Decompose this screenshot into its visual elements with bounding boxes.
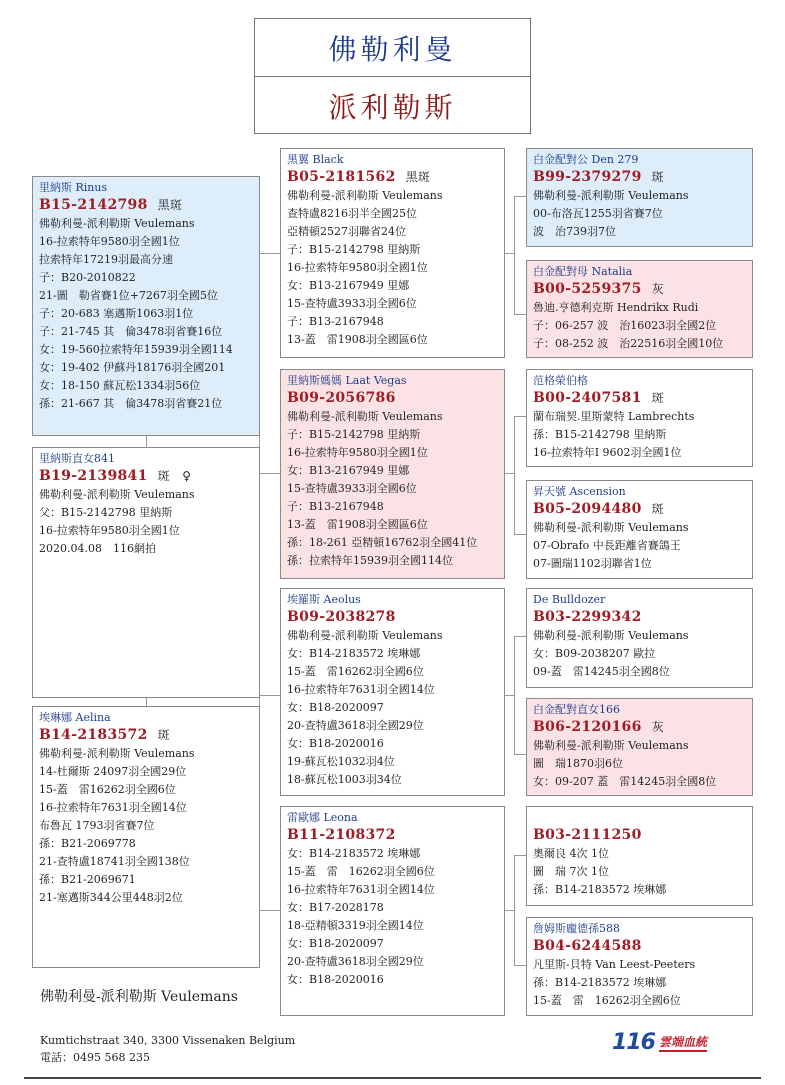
connector-line [505,695,515,696]
info-line: 佛勒利曼-派利勒斯 Veulemans [39,217,195,230]
connector-line [146,698,147,706]
pigeon-card-ggs-7[interactable] [526,806,753,906]
info-line: 孫：18-261 亞精頓16762羽全國41位 [287,536,478,549]
info-line: 19-蘇瓦松1032羽4位 [287,755,395,768]
info-line: 21-查特盧18741羽全國138位 [39,855,190,868]
ring-number: B06-2120166 灰 [533,719,664,735]
ring-number: B00-2407581 斑 [533,390,664,406]
info-line: 亞精頓2527羽聯省24位 [287,225,406,238]
pigeon-name: 白金配對母 Natalia [533,265,633,278]
info-line: 蘭布瑞契.里斯蒙特 Lambrechts [533,410,695,423]
info-line: 拉索特年17219羽最高分速 [39,253,173,266]
info-line: 16-拉索特年I 9602羽全國1位 [533,446,682,459]
info-line: 16-拉索特年7631羽全國14位 [287,683,435,696]
info-line: 女：B14-2183572 埃琳娜 [287,847,421,860]
info-line: 子：06-257 波 治16023羽全國2位 [533,319,717,332]
info-line: 子：B20-2010822 [39,271,136,284]
info-line: 佛勒利曼-派利勒斯 Veulemans [287,410,443,423]
connector-line [514,196,526,197]
info-line: 父：B15-2142798 里納斯 [39,506,173,519]
header-title-bottom: 派利勒斯 [328,90,457,124]
ring-number: B09-2056786 [287,390,396,406]
info-line: 20-查特盧3618羽全國29位 [287,719,424,732]
info-line: 佛勒利曼-派利勒斯 Veulemans [533,629,689,642]
info-line: 女：18-150 蘇瓦松1334羽56位 [39,379,201,392]
info-line: 女：B17-2028178 [287,901,384,914]
info-line: 凡里斯-貝特 Van Leest-Peeters [533,958,696,971]
info-line: 子：08-252 波 治22516羽全國10位 [533,337,724,350]
info-line: 佛勒利曼-派利勒斯 Veulemans [533,189,689,202]
ring-number: B03-2111250 [533,827,642,843]
info-line: 2020.04.08 116網拍 [39,542,156,555]
info-line: 奧爾良 4次 1位 [533,847,609,860]
connector-line [259,253,280,254]
pigeon-color: 斑 [651,391,664,405]
info-line: 09-蓋 雷14245羽全國8位 [533,665,670,678]
pigeon-color: 斑 ♀ [157,469,192,483]
info-line: 16-拉索特年7631羽全國14位 [39,801,187,814]
ring-number: B05-2181562 黑斑 [287,169,431,185]
info-line: 女：B09-2038207 歐拉 [533,647,656,660]
info-line: 布魯瓦 1793羽省賽7位 [39,819,155,832]
ring-number: B09-2038278 [287,609,396,625]
info-line: 18-蘇瓦松1003羽34位 [287,773,402,786]
ring-number: B04-6244588 [533,938,642,954]
info-line: 子：B13-2167948 [287,315,384,328]
info-line: 16-拉索特年9580羽全國1位 [39,524,180,537]
pigeon-color: 黑斑 [405,170,431,184]
connector-line [514,855,526,856]
info-line: 女：09-207 蓋 雷14245羽全國8位 [533,775,717,788]
breeder-name: 佛勒利曼-派利勒斯 Veulemans [40,989,238,1005]
info-line: 子：20-683 塞邁斯1063羽1位 [39,307,194,320]
connector-line [259,695,280,696]
info-line: 孫：B14-2183572 埃琳娜 [533,976,667,989]
info-line: 子：B15-2142798 里納斯 [287,243,421,256]
connector-line [514,534,526,535]
info-line: 魯迪.亨德利克斯 Hendrikx Rudi [533,301,699,314]
pigeon-name: 埃琳娜 Aelina [39,711,111,724]
connector-line [505,253,515,254]
pigeon-name: 里納斯直女841 [39,452,115,465]
info-line: 07-Obrafo 中長距離省賽鴿王 [533,539,681,552]
pedigree-header [254,18,531,134]
pigeon-card-sire-dam[interactable] [280,369,505,579]
pigeon-name: 里納斯媽媽 Laat Vegas [287,374,407,387]
info-line: 孫：B21-2069671 [39,873,136,886]
info-line: 16-拉索特年9580羽全國1位 [287,446,428,459]
info-line: 13-蓋 雷1908羽全國區6位 [287,333,428,346]
logo-text: 雲端血統 [659,1033,707,1052]
ring-number: B00-5259375 灰 [533,281,664,297]
pigeon-card-ggs-5[interactable] [526,588,753,688]
connector-line [514,314,526,315]
info-line: 07-圖瑞1102羽聯省1位 [533,557,652,570]
pigeon-card-ggs-3[interactable] [526,369,753,467]
pigeon-name: 詹姆斯龐德孫588 [533,922,620,935]
info-line: 13-蓋 雷1908羽全國區6位 [287,518,428,531]
pigeon-card-sire[interactable] [32,176,260,436]
ring-number: B99-2379279 斑 [533,169,664,185]
info-line: 子：B15-2142798 里納斯 [287,428,421,441]
connector-line [514,965,526,966]
info-line: 波 治739羽7位 [533,225,616,238]
pigeon-name: 白金配對公 Den 279 [533,153,639,166]
info-line: 孫：21-667 其 倫3478羽省賽21位 [39,397,223,410]
breeder-phone: 電話：0495 568 235 [40,1051,150,1064]
info-line: 查特盧8216羽半全國25位 [287,207,417,220]
pigeon-card-dam-sire[interactable] [280,588,505,796]
breeder-address: Kumtichstraat 340, 3300 Vissenaken Belgium [40,1034,296,1047]
info-line: 女：B13-2167949 里娜 [287,464,410,477]
info-line: 21-塞邁斯344公里448羽2位 [39,891,183,904]
pigeon-card-subject[interactable] [32,447,260,698]
info-line: 21-圖 勒省賽1位+7267羽全國5位 [39,289,218,302]
info-line: 女：B18-2020097 [287,937,384,950]
info-line: 女：B13-2167949 里娜 [287,279,410,292]
info-line: 女：B18-2020016 [287,973,384,986]
info-line: 女：19-560拉索特年15939羽全國114 [39,343,233,356]
info-line: 圖 瑞1870羽6位 [533,757,623,770]
connector-line [514,196,515,314]
info-line: 16-拉索特年7631羽全國14位 [287,883,435,896]
info-line: 15-蓋 雷16262羽全國6位 [287,665,424,678]
pigeon-name: 里納斯 Rinus [39,181,108,194]
info-line: 15-蓋 雷 16262羽全國6位 [533,994,681,1007]
ring-number: B15-2142798 黑斑 [39,197,183,213]
pigeon-card-sire-sire[interactable] [280,148,505,358]
info-line: 女：B14-2183572 埃琳娜 [287,647,421,660]
pigeon-color: 灰 [651,720,664,734]
info-line: 佛勒利曼-派利勒斯 Veulemans [287,189,443,202]
pigeon-name [533,811,746,825]
pigeon-name: 雷歐娜 Leona [287,811,358,824]
info-line: 子：21-745 其 倫3478羽省賽16位 [39,325,223,338]
info-line: 15-蓋 雷16262羽全國6位 [39,783,176,796]
info-line: 16-拉索特年9580羽全國1位 [39,235,180,248]
pigeon-color: 黑斑 [157,198,183,212]
pigeon-card-dam-dam[interactable] [280,806,505,1016]
ring-number: B05-2094480 斑 [533,501,664,517]
connector-line [514,636,526,637]
pigeon-card-ggs-1[interactable] [526,148,753,247]
info-line: 20-查特盧3618羽全國29位 [287,955,424,968]
pigeon-name: 埃羅斯 Aeolus [287,593,361,606]
info-line: 16-拉索特年9580羽全國1位 [287,261,428,274]
pigeon-card-ggs-4[interactable] [526,480,753,579]
pigeon-card-ggs-2[interactable] [526,260,753,358]
connector-line [505,910,515,911]
info-line: 00-布洛瓦1255羽省賽7位 [533,207,663,220]
info-line: 孫：B15-2142798 里納斯 [533,428,667,441]
ring-number: B14-2183572 斑 [39,727,170,743]
info-line: 佛勒利曼-派利勒斯 Veulemans [39,488,195,501]
connector-line [505,473,515,474]
info-line: 15-蓋 雷 16262羽全國6位 [287,865,435,878]
info-line: 15-查特盧3933羽全國6位 [287,482,417,495]
info-line: 佛勒利曼-派利勒斯 Veulemans [533,521,689,534]
ring-number: B19-2139841 斑 ♀ [39,468,192,484]
connector-line [514,754,526,755]
info-line: 子：B13-2167948 [287,500,384,513]
ring-number: B11-2108372 [287,827,396,843]
pigeon-name: 范格榮伯格 [533,374,588,387]
pigeon-color: 斑 [651,502,664,516]
info-line: 佛勒利曼-派利勒斯 Veulemans [533,739,689,752]
pigeon-card-dam[interactable] [32,706,260,968]
info-line: 孫：拉索特年15939羽全國114位 [287,554,453,567]
brand-logo [612,1030,707,1055]
info-line: 女：B18-2020016 [287,737,384,750]
info-line: 14-杜爾斯 24097羽全國29位 [39,765,187,778]
pigeon-color: 灰 [651,282,664,296]
info-line: 孫：B21-2069778 [39,837,136,850]
pigeon-name: 白金配對直女166 [533,703,620,716]
pigeon-name: 黑翼 Black [287,153,344,166]
info-line: 15-查特盧3933羽全國6位 [287,297,417,310]
pigeon-name: 昇天號 Ascension [533,485,626,498]
logo-number: 116 [612,1030,655,1055]
info-line: 女：19-402 伊蘇丹18176羽全國201 [39,361,226,374]
info-line: 佛勒利曼-派利勒斯 Veulemans [287,629,443,642]
connector-line [514,416,526,417]
pigeon-card-ggs-6[interactable] [526,698,753,796]
footer-divider [24,1077,761,1079]
connector-line [514,416,515,534]
header-title-top: 佛勒利曼 [255,19,530,77]
connector-line [259,910,280,911]
ring-number: B03-2299342 [533,609,642,625]
info-line: 佛勒利曼-派利勒斯 Veulemans [39,747,195,760]
connector-line [259,473,280,474]
pigeon-name: De Bulldozer [533,593,606,606]
pigeon-card-ggs-8[interactable] [526,917,753,1016]
info-line: 孫：B14-2183572 埃琳娜 [533,883,667,896]
connector-line [146,436,147,447]
pigeon-color: 斑 [651,170,664,184]
pigeon-color: 斑 [157,728,170,742]
info-line: 圖 瑞 7次 1位 [533,865,609,878]
info-line: 18-亞精頓3319羽全國14位 [287,919,424,932]
info-line: 女：B18-2020097 [287,701,384,714]
